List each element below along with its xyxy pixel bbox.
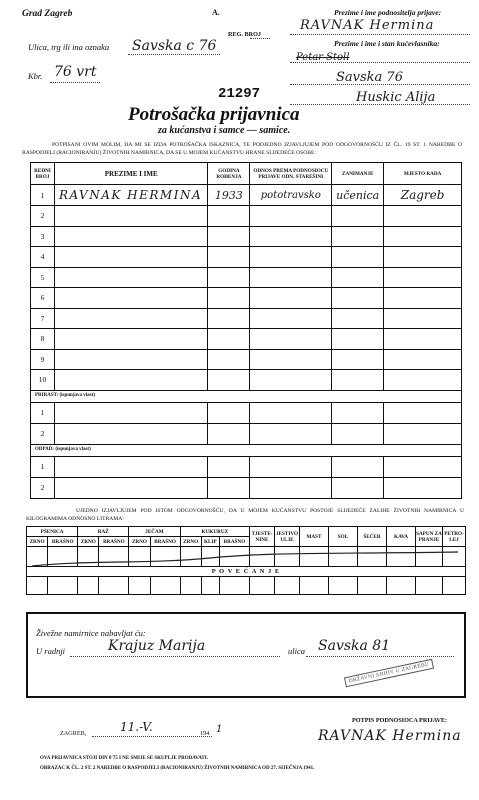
increase-label: P O V E Ć A N J E [27, 567, 466, 577]
row-number: 2 [31, 423, 55, 444]
pickup-street-label: ulica [288, 646, 305, 656]
sub-zrno: ZRNO [78, 537, 99, 547]
sub-brasno: BRAŠNO [150, 537, 180, 547]
col-header-birth-year: GODINA ROĐENJA [208, 163, 250, 185]
row-place: Zagreb [384, 185, 462, 206]
owner-value-1: Savska 76 [336, 70, 403, 85]
shop-label: U radnji [36, 646, 66, 656]
footer-year-suffix: 1 [216, 724, 223, 735]
kbr-label: Kbr. [28, 71, 43, 81]
stock-group-raz: RAŽ [78, 527, 129, 537]
row-number: 2 [31, 477, 55, 498]
col-header-number: REDNI BROJ [31, 163, 55, 185]
regulation-note: OBRAZAC K ČL. 2 ST. 2 NAREDBE O RASPODJELI (RACIONIRANJU) ŽIVOTNIH NAMIRNICA OD 27. SIJEČNJA 1941. [40, 766, 315, 771]
table-row [31, 370, 462, 391]
stock-intro: UJEDNO IZJAVLJUJEM POD ISTOM ODGOVORNOŠĆU, DA U MOJEM KUĆANSTVU POSTOJE SLIJEDEĆE ZALIHE ŽIVOTNIH NAMIRNICA U KILOGRAMIMA ODNOSNO LITRAMA: [26, 508, 464, 522]
stock-col-kava: KAVA [387, 527, 416, 547]
pickup-box [26, 612, 466, 698]
odpad-label: ODPAD: (ispunjava vlast) [31, 444, 462, 456]
sub-brasno: BRAŠNO [219, 537, 249, 547]
stock-group-psenica: PŠENICA [27, 527, 78, 537]
pickup-label: Živežne namirnice nabavljat ću: [36, 628, 146, 638]
stock-group-kukuruz: KUKURUZ [180, 527, 249, 537]
row-number: 7 [31, 308, 55, 329]
row-number: 8 [31, 329, 55, 350]
stock-col-ulje: JESTIVO ULJE [275, 527, 300, 547]
persons-table [30, 162, 462, 499]
footer-place: ZAGREB, [60, 730, 87, 737]
row-name: RAVNAK HERMINA [54, 185, 208, 206]
table-row [31, 402, 462, 423]
col-header-relation: ODNOS PREMA PODNOSIOCU PRIJAVE ODN. STAREŠINI [250, 163, 332, 185]
street-label: Ulica, trg ili ina oznaka [28, 42, 110, 52]
row-number: 1 [31, 456, 55, 477]
table-row [31, 456, 462, 477]
sub-zrno: ZRNO [27, 537, 48, 547]
row-number: 3 [31, 226, 55, 247]
sub-zrno: ZRNO [180, 537, 201, 547]
table-row [31, 329, 462, 350]
table-row [31, 477, 462, 498]
sub-brasno: BRAŠNO [99, 537, 129, 547]
submitter-label: Prezime i ime podnositelja prijave: [334, 8, 442, 17]
table-row [31, 349, 462, 370]
table-row [31, 308, 462, 329]
col-header-workplace: MJESTO RADA [384, 163, 462, 185]
street-value: Savska c 76 [132, 38, 217, 54]
row-number: 1 [31, 185, 55, 206]
reg-number-label: REG. BROJ [228, 31, 262, 38]
form-number: 21297 [218, 86, 261, 102]
table-row [31, 226, 462, 247]
row-number: 10 [31, 370, 55, 391]
table-row [31, 185, 462, 206]
col-header-name: PREZIME I IME [54, 163, 208, 185]
owner-value-struck: Petar Stoll [296, 52, 350, 63]
form-subtitle: za kućanstva i samce — samice. [158, 125, 291, 136]
stock-col-secer: ŠEĆER [358, 527, 387, 547]
stock-col-sol: SOL [329, 527, 358, 547]
stock-col-tjestenine: TJESTE-NINE [250, 527, 275, 547]
price-note: OVA PRIJAVNICA STOJI DIN 0'75 I NE SMIJE SE SKUPLJE PRODAVATI. [40, 756, 208, 761]
row-relation: pototravsko [250, 185, 332, 206]
row-number: 9 [31, 349, 55, 370]
table-row [31, 247, 462, 268]
prirast-label: PRIRAST: (ispunjava vlast) [31, 390, 462, 402]
row-number: 6 [31, 288, 55, 309]
signature-value: RAVNAK Hermina [318, 728, 462, 744]
stock-col-petrolej: PETRO-LEJ [443, 527, 466, 547]
col-header-occupation: ZANIMANJE [332, 163, 384, 185]
form-title: Potrošačka prijavnica [128, 104, 300, 125]
sub-brasno: BRAŠNO [48, 537, 78, 547]
shop-value: Krajuz Marija [108, 638, 206, 654]
row-number: 1 [31, 402, 55, 423]
city-label: Grad Zagreb [22, 9, 73, 19]
intro-text: POTPISANI OVIM MOLIM, DA MI SE IZDA POTROŠAČKA ISKAZNICA, TE PODJEDNO IZJAVLJUJEM POD ODGOVORNOŠĆU IZ ČL. 19 ST. 1 NAREDBE O RASPODJELI (RACIONIRANJU) ŽIVOTNIH NAMIRNICA, DA SE U MOJEM KUĆANSTVU HRANE SLIJEDEĆE OSOBE: [22, 142, 462, 156]
pickup-street-value: Savska 81 [318, 638, 391, 654]
section-label: A. [212, 8, 220, 17]
row-number: 4 [31, 247, 55, 268]
table-row [31, 206, 462, 227]
row-number: 2 [31, 206, 55, 227]
table-row [31, 423, 462, 444]
signature-label: POTPIS PODNOSIOCA PRIJAVE: [352, 717, 448, 724]
kbr-value: 76 vrt [54, 64, 97, 80]
row-occupation: učenica [332, 185, 384, 206]
footer-date: 11.-V. [120, 720, 153, 734]
stock-strike-line [30, 548, 460, 572]
stock-increase-row [27, 577, 466, 595]
sub-klip: KLIP [201, 537, 219, 547]
owner-label: Prezime i ime i stan kućevlasnika: [334, 39, 440, 48]
row-year: 1933 [208, 185, 250, 206]
stock-group-jecam: JEČAM [129, 527, 180, 537]
stock-col-sapun: SAPUN ZA PRANJE [416, 527, 443, 547]
stock-col-mast: MAST [300, 527, 329, 547]
table-row [31, 288, 462, 309]
submitter-value: RAVNAK Hermina [300, 18, 435, 33]
owner-value-2: Huskic Alija [356, 90, 436, 105]
row-number: 5 [31, 267, 55, 288]
sub-zrno: ZRNO [129, 537, 150, 547]
archive-stamp: DRŽAVNI ARHIV U ZAGREBU [344, 659, 434, 688]
table-row [31, 267, 462, 288]
footer-year-prefix: 194 [200, 730, 210, 737]
